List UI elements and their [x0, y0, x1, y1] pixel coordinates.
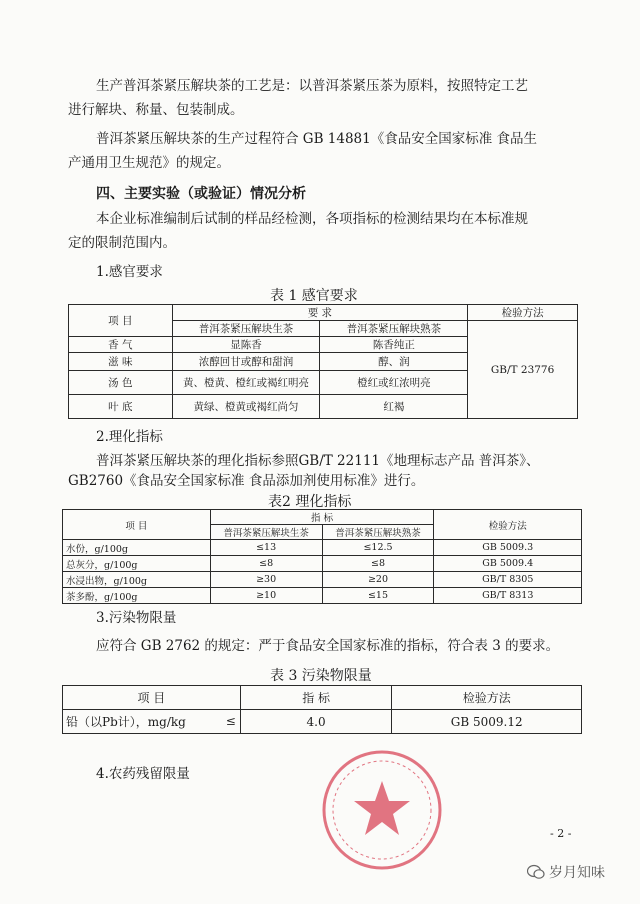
raw-cell: 黄、橙黄、橙红或褐红明亮 [172, 371, 320, 395]
le-symbol: ≤ [225, 714, 236, 728]
col-header-item: 项 目 [63, 686, 241, 710]
table-row [63, 588, 582, 604]
raw-cell: ≤13 [210, 540, 322, 556]
paragraph-line: 应符合 GB 2762 的规定：严于食品安全国家标准的指标，符合表 3 的要求。 [96, 638, 560, 654]
ripe-cell: ≥20 [322, 572, 434, 588]
subheading-physchem: 2.理化指标 [96, 429, 163, 445]
paragraph-line: GB2760《食品安全国家标准 食品添加剂使用标准》进行。 [68, 473, 425, 489]
paragraph-line: 本企业标准编制后试制的样品经检测，各项指标的检测结果均在本标准规 [96, 211, 528, 227]
method-cell: GB/T 23776 [468, 321, 578, 419]
subheading-pesticide: 4.农药残留限量 [96, 766, 190, 782]
col-header-ripe: 普洱茶紧压解块熟茶 [322, 525, 434, 540]
physchem-table [62, 509, 582, 604]
raw-cell: 浓醇回甘或醇和甜润 [172, 353, 320, 371]
item-cell: 水份，g/100g [63, 540, 211, 556]
raw-cell: 显陈香 [172, 337, 320, 353]
paragraph-line: 进行解块、称量、包装制成。 [68, 102, 244, 118]
table-row [63, 572, 582, 588]
col-header-index: 指 标 [210, 510, 434, 525]
subheading-sensory: 1.感官要求 [96, 264, 163, 280]
raw-cell: ≥10 [210, 588, 322, 604]
paragraph-line: 生产普洱茶紧压解块茶的工艺是：以普洱茶紧压茶为原料，按照特定工艺 [96, 78, 528, 94]
method-cell: GB/T 8305 [434, 572, 582, 588]
raw-cell: ≥30 [210, 572, 322, 588]
watermark-text: 岁月知味 [549, 865, 605, 881]
contaminant-table [62, 685, 582, 734]
ripe-cell: ≤8 [322, 556, 434, 572]
ripe-cell: 橙红或红浓明亮 [320, 371, 468, 395]
item-cell: 叶 底 [69, 395, 173, 419]
table3-caption: 表 3 污染物限量 [270, 668, 372, 684]
item-cell: 滋 味 [69, 353, 173, 371]
raw-cell: ≤8 [210, 556, 322, 572]
ripe-cell: 红褐 [320, 395, 468, 419]
col-header-method: 检验方法 [434, 510, 582, 540]
subheading-contaminants: 3.污染物限量 [96, 610, 177, 626]
col-header-method: 检验方法 [392, 686, 582, 710]
sensory-table [68, 304, 578, 419]
value-cell: 4.0 [240, 710, 392, 734]
red-star-seal-icon [317, 745, 447, 875]
method-cell: GB 5009.3 [434, 540, 582, 556]
ripe-cell: ≤12.5 [322, 540, 434, 556]
table2-caption: 表2 理化指标 [268, 494, 352, 510]
chat-bubble-icon [527, 864, 545, 880]
item-cell: 水浸出物，g/100g [63, 572, 211, 588]
col-header-method: 检验方法 [468, 305, 578, 321]
item-cell: 香 气 [69, 337, 173, 353]
col-header-ripe: 普洱茶紧压解块熟茶 [320, 321, 468, 337]
item-cell: 总灰分，g/100g [63, 556, 211, 572]
method-cell: GB/T 8313 [434, 588, 582, 604]
col-header-raw: 普洱茶紧压解块生茶 [172, 321, 320, 337]
section-heading: 四、主要实验（或验证）情况分析 [96, 186, 306, 202]
item-cell [63, 710, 241, 734]
method-cell: GB 5009.4 [434, 556, 582, 572]
watermark [527, 862, 605, 882]
raw-cell: 黄绿、橙黄或褐红尚匀 [172, 395, 320, 419]
paragraph-line: 产通用卫生规范》的规定。 [68, 155, 230, 171]
table-row [63, 540, 582, 556]
ripe-cell: ≤15 [322, 588, 434, 604]
col-header-requirement: 要 求 [172, 305, 468, 321]
col-header-index: 指 标 [240, 686, 392, 710]
col-header-item: 项 目 [63, 510, 211, 540]
col-header-raw: 普洱茶紧压解块生茶 [210, 525, 322, 540]
table-row [63, 710, 582, 734]
table1-caption: 表 1 感官要求 [270, 288, 358, 304]
ripe-cell: 陈香纯正 [320, 337, 468, 353]
ripe-cell: 醇、润 [320, 353, 468, 371]
method-cell: GB 5009.12 [392, 710, 582, 734]
paragraph-line: 普洱茶紧压解块茶的理化指标参照GB/T 22111《地理标志产品 普洱茶》、 [96, 453, 540, 469]
paragraph-line: 定的限制范围内。 [68, 235, 176, 251]
paragraph-line: 普洱茶紧压解块茶的生产过程符合 GB 14881《食品安全国家标准 食品生 [96, 131, 538, 147]
col-header-item: 项 目 [69, 305, 173, 337]
table-row [63, 556, 582, 572]
item-cell: 茶多酚，g/100g [63, 588, 211, 604]
page-number: - 2 - [550, 827, 572, 840]
item-label: 铅（以Pb计），mg/kg [66, 715, 186, 729]
item-cell: 汤 色 [69, 371, 173, 395]
